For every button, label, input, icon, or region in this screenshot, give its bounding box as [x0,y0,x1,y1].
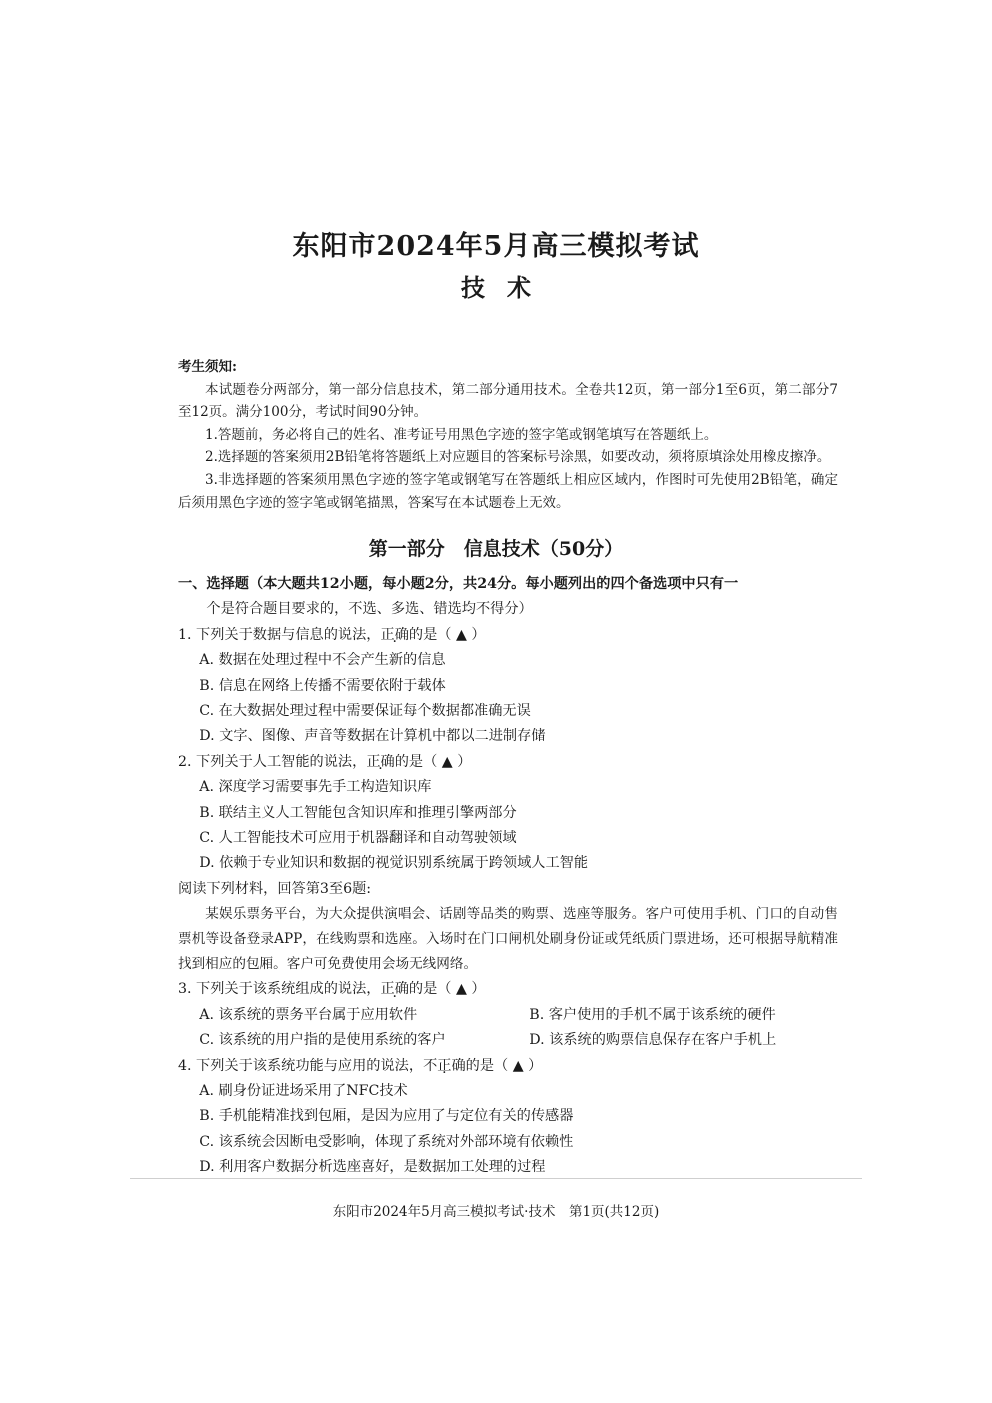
question-3-options-row [178,1028,838,1053]
question-4-stem: 4. 下列关于该系统功能与应用的说法，不正确的是（ ▲ ） [178,1057,543,1074]
question-3-option: A. 该系统的票务平台属于应用软件 [199,1006,418,1023]
question-2-option: B. 联结主义人工智能包含知识库和推理引擎两部分 [199,804,517,821]
section-desc-1: （本大题共12小题，每小题2分，共24分。每小题列出的四个备选项中只有一 [248,576,739,592]
emphasis-mark: 不正确 [423,1057,466,1074]
section-heading [178,572,838,623]
question-3-stem: 3. 下列关于该系统组成的说法，正确的是（ ▲ ） [178,981,486,998]
question-4-option: C. 该系统会因断电受影响，体现了系统对外部环境有依赖性 [199,1133,574,1150]
notice-paragraph: 3.非选择题的答案须用黑色字迹的签字笔或钢笔写在答题纸上相应区域内，作图时可先使用2B铅笔，确定后须用黑色字迹的签字笔或钢笔描黑，答案写在本试题卷上无效。 [178,471,838,511]
question-1-option: D. 文字、图像、声音等数据在计算机中都以二进制存储 [199,728,546,745]
notice-paragraph: 本试题卷分两部分，第一部分信息技术，第二部分通用技术。全卷共12页，第一部分1至6页，第二部分7至12页。满分100分，考试时间90分钟。 [178,381,838,421]
emphasis-mark: 正确 [366,753,395,770]
notice-paragraph: 1.答题前，务必将自己的姓名、准考证号用黑色字迹的签字笔或钢笔填写在答题纸上。 [205,426,718,443]
question-2-option: D. 依赖于专业知识和数据的视觉识别系统属于跨领域人工智能 [199,855,589,872]
part1-title: 第一部分 信息技术（50分） [368,538,624,560]
question-1-stem: 1. 下列关于数据与信息的说法，正确的是（ ▲ ） [178,626,486,643]
part1-content [178,572,838,1181]
question-3-option: C. 该系统的用户指的是使用系统的客户 [199,1032,446,1049]
section-label: 一、选择题 [178,576,249,592]
question-4-option: B. 手机能精准找到包厢，是因为应用了与定位有关的传感器 [199,1108,574,1125]
question-3-option: D. 该系统的购票信息保存在客户手机上 [529,1032,777,1049]
candidate-notice [178,356,838,514]
page-footer: 东阳市2024年5月高三模拟考试·技术 第1页(共12页) [332,1204,660,1220]
question-2-option: A. 深度学习需要事先手工构造知识库 [199,779,432,796]
question-4-option: D. 利用客户数据分析选座喜好，是数据加工处理的过程 [199,1159,546,1176]
reading-material: 某娱乐票务平台，为大众提供演唱会、话剧等品类的购票、选座等服务。客户可使用手机、门口的自动售票机等设备登录APP，在线购票和选座。入场时在门口闸机处刷身份证或凭纸质门票进场，还可根据导航精准找到相应的包厢。客户可免费使用会场无线网络。 [178,906,838,973]
question-1-option: C. 在大数据处理过程中需要保证每个数据都准确无误 [199,703,531,720]
footer-divider [130,1178,862,1179]
emphasis-mark: 正确 [380,626,409,643]
question-3-options-row [178,1003,838,1028]
material-intro: 阅读下列材料，回答第3至6题: [178,880,372,897]
question-1-option: B. 信息在网络上传播不需要依附于载体 [199,677,446,694]
question-4-option: A. 刷身份证进场采用了NFC技术 [199,1082,408,1099]
question-2-stem: 2. 下列关于人工智能的说法，正确的是（ ▲ ） [178,753,472,770]
emphasis-mark: 正确 [380,981,409,998]
exam-title: 东阳市2024年5月高三模拟考试 [292,231,700,262]
question-2-option: C. 人工智能技术可应用于机器翻译和自动驾驶领域 [199,830,517,847]
notice-paragraph: 2.选择题的答案须用2B铅笔将答题纸上对应题目的答案标号涂黑，如要改动，须将原填涂处用橡皮擦净。 [205,449,831,466]
section-desc-2: 个是符合题目要求的，不选、多选、错选均不得分） [206,601,533,618]
question-3-option: B. 客户使用的手机不属于该系统的硬件 [529,1006,776,1023]
question-1-option: A. 数据在处理过程中不会产生新的信息 [199,652,446,669]
notice-heading: 考生须知: [178,359,237,375]
exam-subject: 技术 [461,273,553,302]
